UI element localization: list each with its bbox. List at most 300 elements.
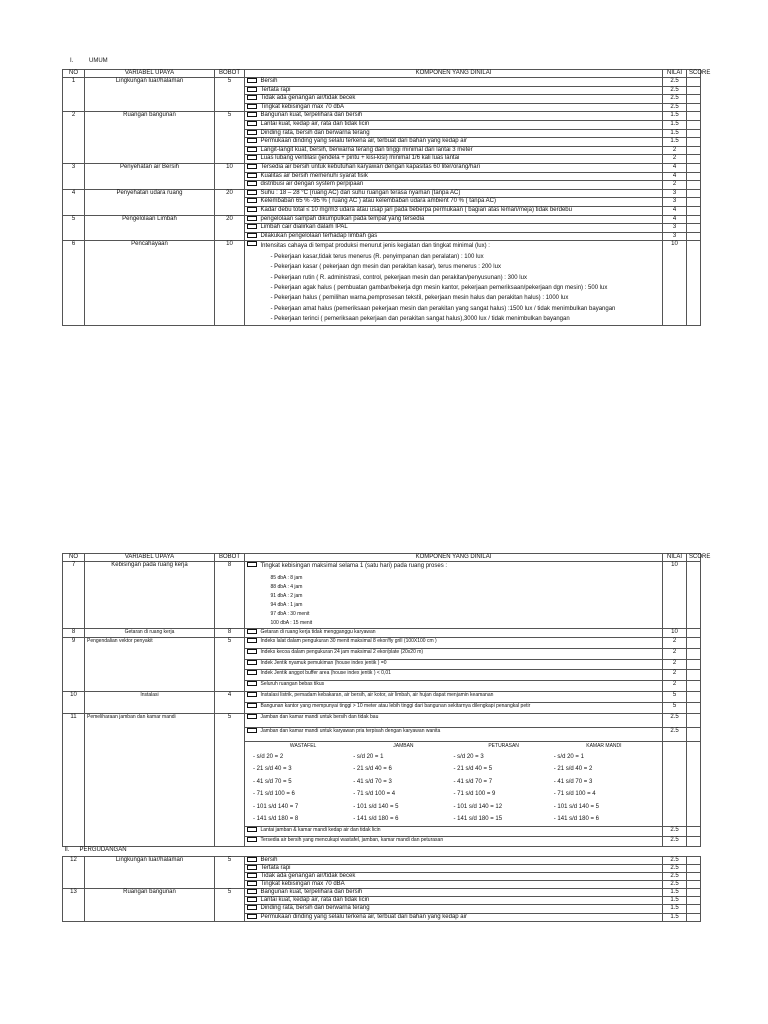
facility-ratio-table: [245, 741, 663, 826]
assessment-table-1: [62, 69, 711, 326]
checkbox[interactable]: [247, 905, 257, 910]
noise-level: 85 dbA : 8 jam: [270, 575, 303, 581]
component-text: Instalasi listrik, pemadam kebakaran, air bersih, air kotor, air limbah, air hujan dapat menjamin keamanan: [259, 691, 663, 702]
component-text: Kualitas air bersih memenuhi syarat fisik: [259, 172, 663, 181]
table-row: [63, 629, 701, 638]
facility-ratio: [554, 751, 654, 764]
lighting-bullet: [261, 314, 661, 324]
score-cell: [687, 155, 701, 164]
checkbox-cell: [245, 181, 259, 190]
value-cell: 4: [663, 215, 687, 224]
component-text: pengelolaan sampah dikumpulkan pada tempat yang tersedia: [259, 215, 663, 224]
ratio-text: s/d 20 = 1: [557, 753, 584, 760]
score-cell: [687, 95, 701, 104]
value-cell: 2.5: [663, 713, 687, 727]
component-text: Tertata rapi: [259, 86, 663, 95]
score-cell: [687, 905, 701, 913]
facility-column-header: KAMAR MANDI: [586, 742, 622, 749]
checkbox[interactable]: [247, 78, 257, 83]
ratio-text: 101 s/d 140 = 5: [356, 803, 399, 810]
bullet-dash: -: [453, 816, 458, 823]
component-text: Dilakukan pengelolaan terhadap limbah gas: [259, 232, 663, 241]
checkbox[interactable]: [247, 190, 257, 195]
component-text: Dinding rata, bersih dan berwarna terang: [259, 905, 663, 913]
table-row: [63, 163, 701, 172]
value-cell: 2.5: [663, 826, 687, 836]
checkbox[interactable]: [247, 638, 257, 643]
variable-cell: Kebisingan pada ruang kerja: [85, 562, 215, 629]
checkbox-cell: [245, 95, 259, 104]
checkbox-cell: [245, 86, 259, 95]
row-number: 5: [63, 215, 85, 241]
score-cell: [687, 913, 701, 921]
bullet-dash: -: [553, 778, 558, 785]
component-text: Luas lubang ventilasi (jendela + pintu + kisi-kisi) minimal 1/6 kali luas lantai: [259, 155, 663, 164]
component-text: Tersedia air bersih yang mencukupi wastafel, jamban, kamar mandi dan peturasan: [259, 836, 663, 846]
value-cell: 2.5: [663, 873, 687, 881]
checkbox-cell: [245, 905, 259, 913]
checkbox[interactable]: [247, 164, 257, 169]
component-header: KOMPONEN YANG DINILAI: [245, 554, 663, 562]
variable-cell: Pengelolaan Limbah: [85, 215, 215, 241]
checkbox[interactable]: [247, 629, 257, 634]
assessment-table-2: [62, 553, 711, 922]
checkbox-cell: [245, 681, 259, 692]
value-cell: 2.5: [663, 865, 687, 873]
checkbox-cell: [245, 120, 259, 129]
component-text: Getaran di ruang kerja tidak mengganggu karyawan: [259, 629, 663, 638]
checkbox[interactable]: [247, 670, 257, 675]
checkbox[interactable]: [247, 95, 257, 100]
component-header: KOMPONEN YANG DINILAI: [245, 70, 663, 78]
value-cell: 10: [663, 629, 687, 638]
score-cell: [687, 120, 701, 129]
value-cell: 2.5: [663, 103, 687, 112]
component-text: Langit-langit kuat, bersih, berwarna terang dan tinggi minimal dari lantai 3 meter: [259, 146, 663, 155]
component-text: Seluruh ruangan bebas tikus: [259, 681, 663, 692]
value-cell: 2.5: [663, 86, 687, 95]
bullet-dash: -: [270, 295, 275, 302]
bullet-text: Pekerjaan agak halus ( pembuatan gambar/bekerja dgn mesin kantor, pekerjaan pemeriksaan/pekerjaan dgn mesin) : 500 lux: [274, 284, 608, 291]
variable-cell: Penyehatan udara ruang: [85, 189, 215, 215]
table-row: [63, 889, 701, 897]
ratio-text: 141 s/d 180 = 6: [557, 816, 599, 823]
noise-intro: Tingkat kebisingan maksimal selama 1 (satu hari) pada ruang proses :: [260, 563, 448, 569]
weight-header: BOBOT: [215, 70, 245, 78]
ratio-text: 41 s/d 70 = 5: [256, 778, 292, 785]
checkbox-cell: [245, 881, 259, 889]
score-cell: [687, 78, 701, 87]
checkbox[interactable]: [247, 224, 257, 229]
score-cell: [687, 163, 701, 172]
component-text: Tingkat kebisingan max 70 dbA: [259, 103, 663, 112]
checkbox-cell: [245, 865, 259, 873]
no-header: NO: [63, 554, 85, 562]
checkbox[interactable]: [247, 881, 257, 886]
bullet-text: Pekerjaan amat halus (pemeriksaan pekerjaan mesin dan perakitan yang sangat halus) :1500 lux / tidak menimbulkan bayangan: [274, 305, 616, 312]
component-text: Permukaan dinding yang selalu terkena air, terbuat dari bahan yang kedap air: [259, 913, 663, 921]
lighting-bullet: [261, 262, 661, 272]
no-header: NO: [63, 70, 85, 78]
bullet-dash: -: [453, 753, 458, 760]
bullet-dash: -: [353, 791, 357, 798]
row-number: 4: [63, 189, 85, 215]
checkbox[interactable]: [247, 181, 257, 186]
facility-ratio: [454, 788, 554, 801]
checkbox[interactable]: [247, 207, 257, 212]
section-2-number: II.: [64, 846, 70, 853]
facility-ratio: [554, 788, 654, 801]
lighting-bullet: [261, 304, 661, 314]
checkbox-cell: [245, 648, 259, 659]
checkbox-cell: [245, 163, 259, 172]
checkbox-cell: [245, 713, 259, 727]
score-cell: [687, 562, 701, 629]
checkbox[interactable]: [247, 728, 257, 733]
value-cell: 10: [663, 562, 687, 629]
facility-ratio: [253, 763, 353, 776]
section-1-heading: [70, 58, 108, 64]
facility-ratio: [253, 776, 353, 789]
score-cell: [687, 206, 701, 215]
value-cell: 1.5: [663, 112, 687, 121]
table-row: [63, 78, 701, 87]
bullet-dash: -: [453, 778, 458, 785]
facility-ratio: [353, 751, 453, 764]
table-row: [63, 691, 701, 702]
value-cell: 2.5: [663, 78, 687, 87]
component-text: Indeks lalat dalam pengukuran 30 menit maksimal 8 ekor/fly grill (100X100 cm ): [259, 638, 663, 649]
checkbox-cell: [245, 224, 259, 233]
variable-header: VARIABEL UPAYA: [85, 554, 215, 562]
score-cell: [687, 889, 701, 897]
table-2-header-row: [63, 554, 701, 562]
score-header: SCORE: [687, 70, 701, 78]
checkbox-cell: [245, 670, 259, 681]
bullet-text: Pekerjaan kasar,tidak terus menerus (R. penyimpanan dan peralatan) : 100 lux: [274, 253, 484, 260]
bullet-dash: -: [253, 753, 257, 760]
bullet-dash: -: [353, 778, 357, 785]
facility-ratio: [454, 751, 554, 764]
checkbox-cell: [245, 856, 259, 864]
lighting-requirements: [259, 241, 663, 325]
checkbox[interactable]: [247, 130, 257, 135]
checkbox[interactable]: [247, 138, 257, 143]
checkbox-cell: [245, 198, 259, 207]
component-text: Tidak ada genangan air/tidak becek: [259, 873, 663, 881]
variable-cell: Pengendalian vektor penyakit: [85, 638, 215, 692]
value-cell: 2.5: [663, 881, 687, 889]
component-text: Bersih: [259, 856, 663, 864]
value-cell: 5: [663, 691, 687, 702]
noise-level: 94 dbA : 1 jam: [270, 602, 303, 608]
component-text: Tersedia air bersih untuk kebutuhan karyawan dengan kapasitas 60 liter/orang/hari: [259, 163, 663, 172]
section-1-number: I.: [70, 58, 74, 64]
facility-column-header: PETURASAN: [488, 742, 519, 749]
ratio-text: 71 s/d 100 = 4: [356, 791, 396, 798]
checkbox-cell: [245, 241, 259, 325]
checkbox-cell: [245, 189, 259, 198]
bullet-text: Pekerjaan rutin ( R. administrasi, control, pekerjaan mesin dan perakitan/penyusunan) : 300 lux: [274, 274, 527, 281]
row-number: 10: [63, 691, 85, 713]
bullet-dash: -: [270, 316, 275, 323]
checkbox[interactable]: [247, 147, 257, 152]
row-number: 13: [63, 889, 85, 921]
ratio-text: 21 s/d 40 = 2: [557, 766, 593, 773]
facility-column-header: JAMBAN: [393, 742, 414, 749]
checkbox[interactable]: [247, 692, 257, 697]
facility-ratio: [253, 801, 353, 814]
ratio-text: s/d 20 = 1: [356, 753, 384, 760]
weight-cell: 8: [215, 629, 245, 638]
facility-ratio: [353, 813, 453, 826]
lighting-bullet: [261, 252, 661, 262]
checkbox-cell: [245, 826, 259, 836]
value-cell: 2: [663, 670, 687, 681]
value-cell: 10: [663, 241, 687, 325]
component-text: Lantai jamban & kamar mandi kedap air dan tidak licin: [259, 826, 663, 836]
ratio-text: 21 s/d 40 = 3: [256, 766, 292, 773]
weight-cell: 20: [215, 189, 245, 215]
checkbox-cell: [245, 638, 259, 649]
ratio-text: 101 s/d 140 = 7: [256, 803, 299, 810]
facility-ratio: [554, 763, 654, 776]
ratio-text: 21 s/d 40 = 5: [457, 766, 493, 773]
value-cell: 1.5: [663, 120, 687, 129]
checkbox-cell: [245, 873, 259, 881]
score-cell: [687, 856, 701, 864]
checkbox-cell: [245, 836, 259, 846]
score-cell: [687, 103, 701, 112]
section-2-heading: [63, 846, 701, 856]
facility-columns: [247, 742, 660, 751]
value-cell: 2.5: [663, 836, 687, 846]
component-text: Kelembaban 65 % -95 % ( ruang AC ) atau kelembaban udara ambient 70 % ( tanpa AC): [259, 198, 663, 207]
bullet-dash: -: [270, 305, 275, 312]
bullet-dash: -: [453, 791, 458, 798]
value-cell: 2: [663, 638, 687, 649]
weight-cell: 5: [215, 638, 245, 692]
component-text: Bersih: [259, 78, 663, 87]
facility-ratio: [554, 776, 654, 789]
noise-level: 97 dbA : 30 menit: [270, 611, 310, 617]
checkbox[interactable]: [247, 837, 257, 842]
checkbox[interactable]: [247, 857, 257, 862]
ratio-text: 41 s/d 70 = 3: [557, 778, 593, 785]
ratio-text: 141 s/d 180 = 6: [356, 816, 399, 823]
variable-cell: Ruangan bangunan: [85, 889, 215, 921]
score-cell: [687, 189, 701, 198]
bullet-dash: -: [253, 791, 257, 798]
checkbox[interactable]: [247, 216, 257, 221]
checkbox-cell: [245, 691, 259, 702]
checkbox[interactable]: [247, 649, 257, 654]
weight-cell: 5: [215, 112, 245, 164]
table-row: [63, 713, 701, 727]
row-number: 12: [63, 856, 85, 888]
component-text: Suhu : 18 – 28 °C (ruang AC) dan suhu ruangan terasa nyaman (tanpa AC): [259, 189, 663, 198]
ratio-text: 101 s/d 140 = 5: [557, 803, 599, 810]
checkbox-cell: [245, 206, 259, 215]
checkbox[interactable]: [247, 155, 257, 160]
row-number: 9: [63, 638, 85, 692]
checkbox-cell: [245, 155, 259, 164]
bullet-dash: -: [453, 803, 458, 810]
bullet-dash: -: [253, 766, 257, 773]
ratio-text: 21 s/d 40 = 6: [356, 766, 392, 773]
checkbox[interactable]: [247, 714, 257, 719]
checkbox[interactable]: [247, 198, 257, 203]
checkbox[interactable]: [247, 865, 257, 870]
facility-ratio: [554, 801, 654, 814]
checkbox[interactable]: [247, 121, 257, 126]
facility-ratio: [353, 776, 453, 789]
weight-cell: 5: [215, 78, 245, 112]
ratio-text: 141 s/d 180 = 15: [457, 816, 503, 823]
checkbox[interactable]: [247, 873, 257, 878]
facility-ratios: [247, 751, 660, 826]
bullet-dash: -: [353, 816, 357, 823]
component-text: Dinding rata, bersih dan berwarna terang: [259, 129, 663, 138]
facility-ratio: [353, 763, 453, 776]
table-row: [63, 241, 701, 325]
bullet-dash: -: [253, 803, 257, 810]
value-cell: [663, 741, 687, 826]
value-cell: 3: [663, 224, 687, 233]
bullet-dash: -: [353, 766, 357, 773]
bullet-dash: -: [553, 753, 558, 760]
score-cell: [687, 881, 701, 889]
ratio-text: s/d 20 = 2: [256, 753, 284, 760]
value-cell: 4: [663, 206, 687, 215]
checkbox-cell: [245, 146, 259, 155]
checkbox-cell: [245, 659, 259, 670]
checkbox-cell: [245, 103, 259, 112]
lighting-intro: Intensitas cahaya di tempat produksi menurut jenis kegiatan dan tingkat minimal (lux) :: [260, 243, 490, 250]
ratio-text: 101 s/d 140 = 12: [457, 803, 503, 810]
checkbox[interactable]: [247, 233, 257, 238]
row-number: 2: [63, 112, 85, 164]
variable-header: VARIABEL UPAYA: [85, 70, 215, 78]
checkbox-cell: [245, 897, 259, 905]
value-cell: 4: [663, 172, 687, 181]
bullet-dash: -: [253, 816, 257, 823]
checkbox-cell: [245, 138, 259, 147]
score-cell: [687, 691, 701, 702]
checkbox[interactable]: [247, 104, 257, 109]
checkbox[interactable]: [247, 681, 257, 686]
score-cell: [687, 741, 701, 826]
checkbox[interactable]: [247, 703, 257, 708]
component-text: Tertata rapi: [259, 865, 663, 873]
value-header: NILAI: [663, 70, 687, 78]
checkbox-cell: [245, 172, 259, 181]
weight-cell: 10: [215, 241, 245, 325]
value-cell: 4: [663, 163, 687, 172]
table-row: [63, 112, 701, 121]
weight-cell: 20: [215, 215, 245, 241]
section-2-title: PERGUDANGAN: [79, 846, 127, 853]
ratio-text: s/d 20 = 3: [457, 753, 484, 760]
score-cell: [687, 648, 701, 659]
score-cell: [687, 836, 701, 846]
component-text: Lantai kuat, kedap air, rata dan tidak licin: [259, 120, 663, 129]
facility-column-header: WASTAFEL: [289, 742, 317, 749]
variable-cell: Lingkungan luar/halaman: [85, 856, 215, 888]
variable-cell: Penyehatan air Bersih: [85, 163, 215, 189]
weight-cell: 5: [215, 713, 245, 846]
score-cell: [687, 138, 701, 147]
facility-ratio: [253, 813, 353, 826]
checkbox[interactable]: [247, 897, 257, 902]
facility-ratio: [454, 813, 554, 826]
section-2-heading-row: [63, 846, 701, 856]
variable-cell: Getaran di ruang kerja: [85, 629, 215, 638]
checkbox[interactable]: [247, 87, 257, 92]
variable-cell: Pencahayaan: [85, 241, 215, 325]
component-text: Jamban dan kamar mandi untuk bersih dan tidak bau: [259, 713, 663, 727]
checkbox[interactable]: [247, 173, 257, 178]
facility-ratio: [454, 776, 554, 789]
score-cell: [687, 181, 701, 190]
variable-cell: Ruangan bangunan: [85, 112, 215, 164]
component-text: Bangunan kuat, terpelihara dan bersih: [259, 112, 663, 121]
component-text: Bangunan kantor yang mempunyai tinggi > 10 meter atau lebih tinggi dari bangunan sekitarnya dilengkapi penangkal petir: [259, 702, 663, 713]
checkbox-cell: [245, 112, 259, 121]
checkbox[interactable]: [247, 112, 257, 117]
bullet-dash: -: [553, 803, 558, 810]
ratio-text: 41 s/d 70 = 7: [457, 778, 493, 785]
score-cell: [687, 146, 701, 155]
score-cell: [687, 873, 701, 881]
bullet-dash: -: [270, 284, 275, 291]
checkbox[interactable]: [247, 660, 257, 665]
weight-header: BOBOT: [215, 554, 245, 562]
row-number: 6: [63, 241, 85, 325]
facility-ratio: [353, 801, 453, 814]
component-text: Indek Jentik anggot buffer area (house index jentik ) < 0,01: [259, 670, 663, 681]
checkbox-cell: [245, 913, 259, 921]
noise-level: 88 dbA : 4 jam: [270, 584, 303, 590]
checkbox[interactable]: [247, 562, 257, 567]
facility-ratio: [253, 751, 353, 764]
ratio-text: 141 s/d 180 = 8: [256, 816, 299, 823]
score-header: SCORE: [687, 554, 701, 562]
component-text: Lantai kuat, kedap air, rata dan tidak licin: [259, 897, 663, 905]
score-cell: [687, 659, 701, 670]
checkbox[interactable]: [247, 889, 257, 894]
facility-ratio: [454, 801, 554, 814]
bullet-dash: -: [270, 253, 275, 260]
ratio-text: 41 s/d 70 = 3: [356, 778, 392, 785]
facility-ratio: [454, 763, 554, 776]
score-cell: [687, 702, 701, 713]
component-text: Limbah cair dialirkan dalam IPAL: [259, 224, 663, 233]
checkbox[interactable]: [247, 241, 257, 246]
component-text: Tingkat kebisingan max 70 dBA: [259, 881, 663, 889]
facility-ratio: [253, 788, 353, 801]
score-cell: [687, 681, 701, 692]
checkbox[interactable]: [247, 914, 257, 919]
value-cell: 1.5: [663, 905, 687, 913]
bullet-dash: -: [353, 803, 357, 810]
weight-cell: 5: [215, 856, 245, 888]
checkbox-cell: [245, 129, 259, 138]
bullet-dash: -: [270, 264, 275, 271]
value-cell: 2: [663, 648, 687, 659]
row-number: 8: [63, 629, 85, 638]
checkbox[interactable]: [247, 827, 257, 832]
